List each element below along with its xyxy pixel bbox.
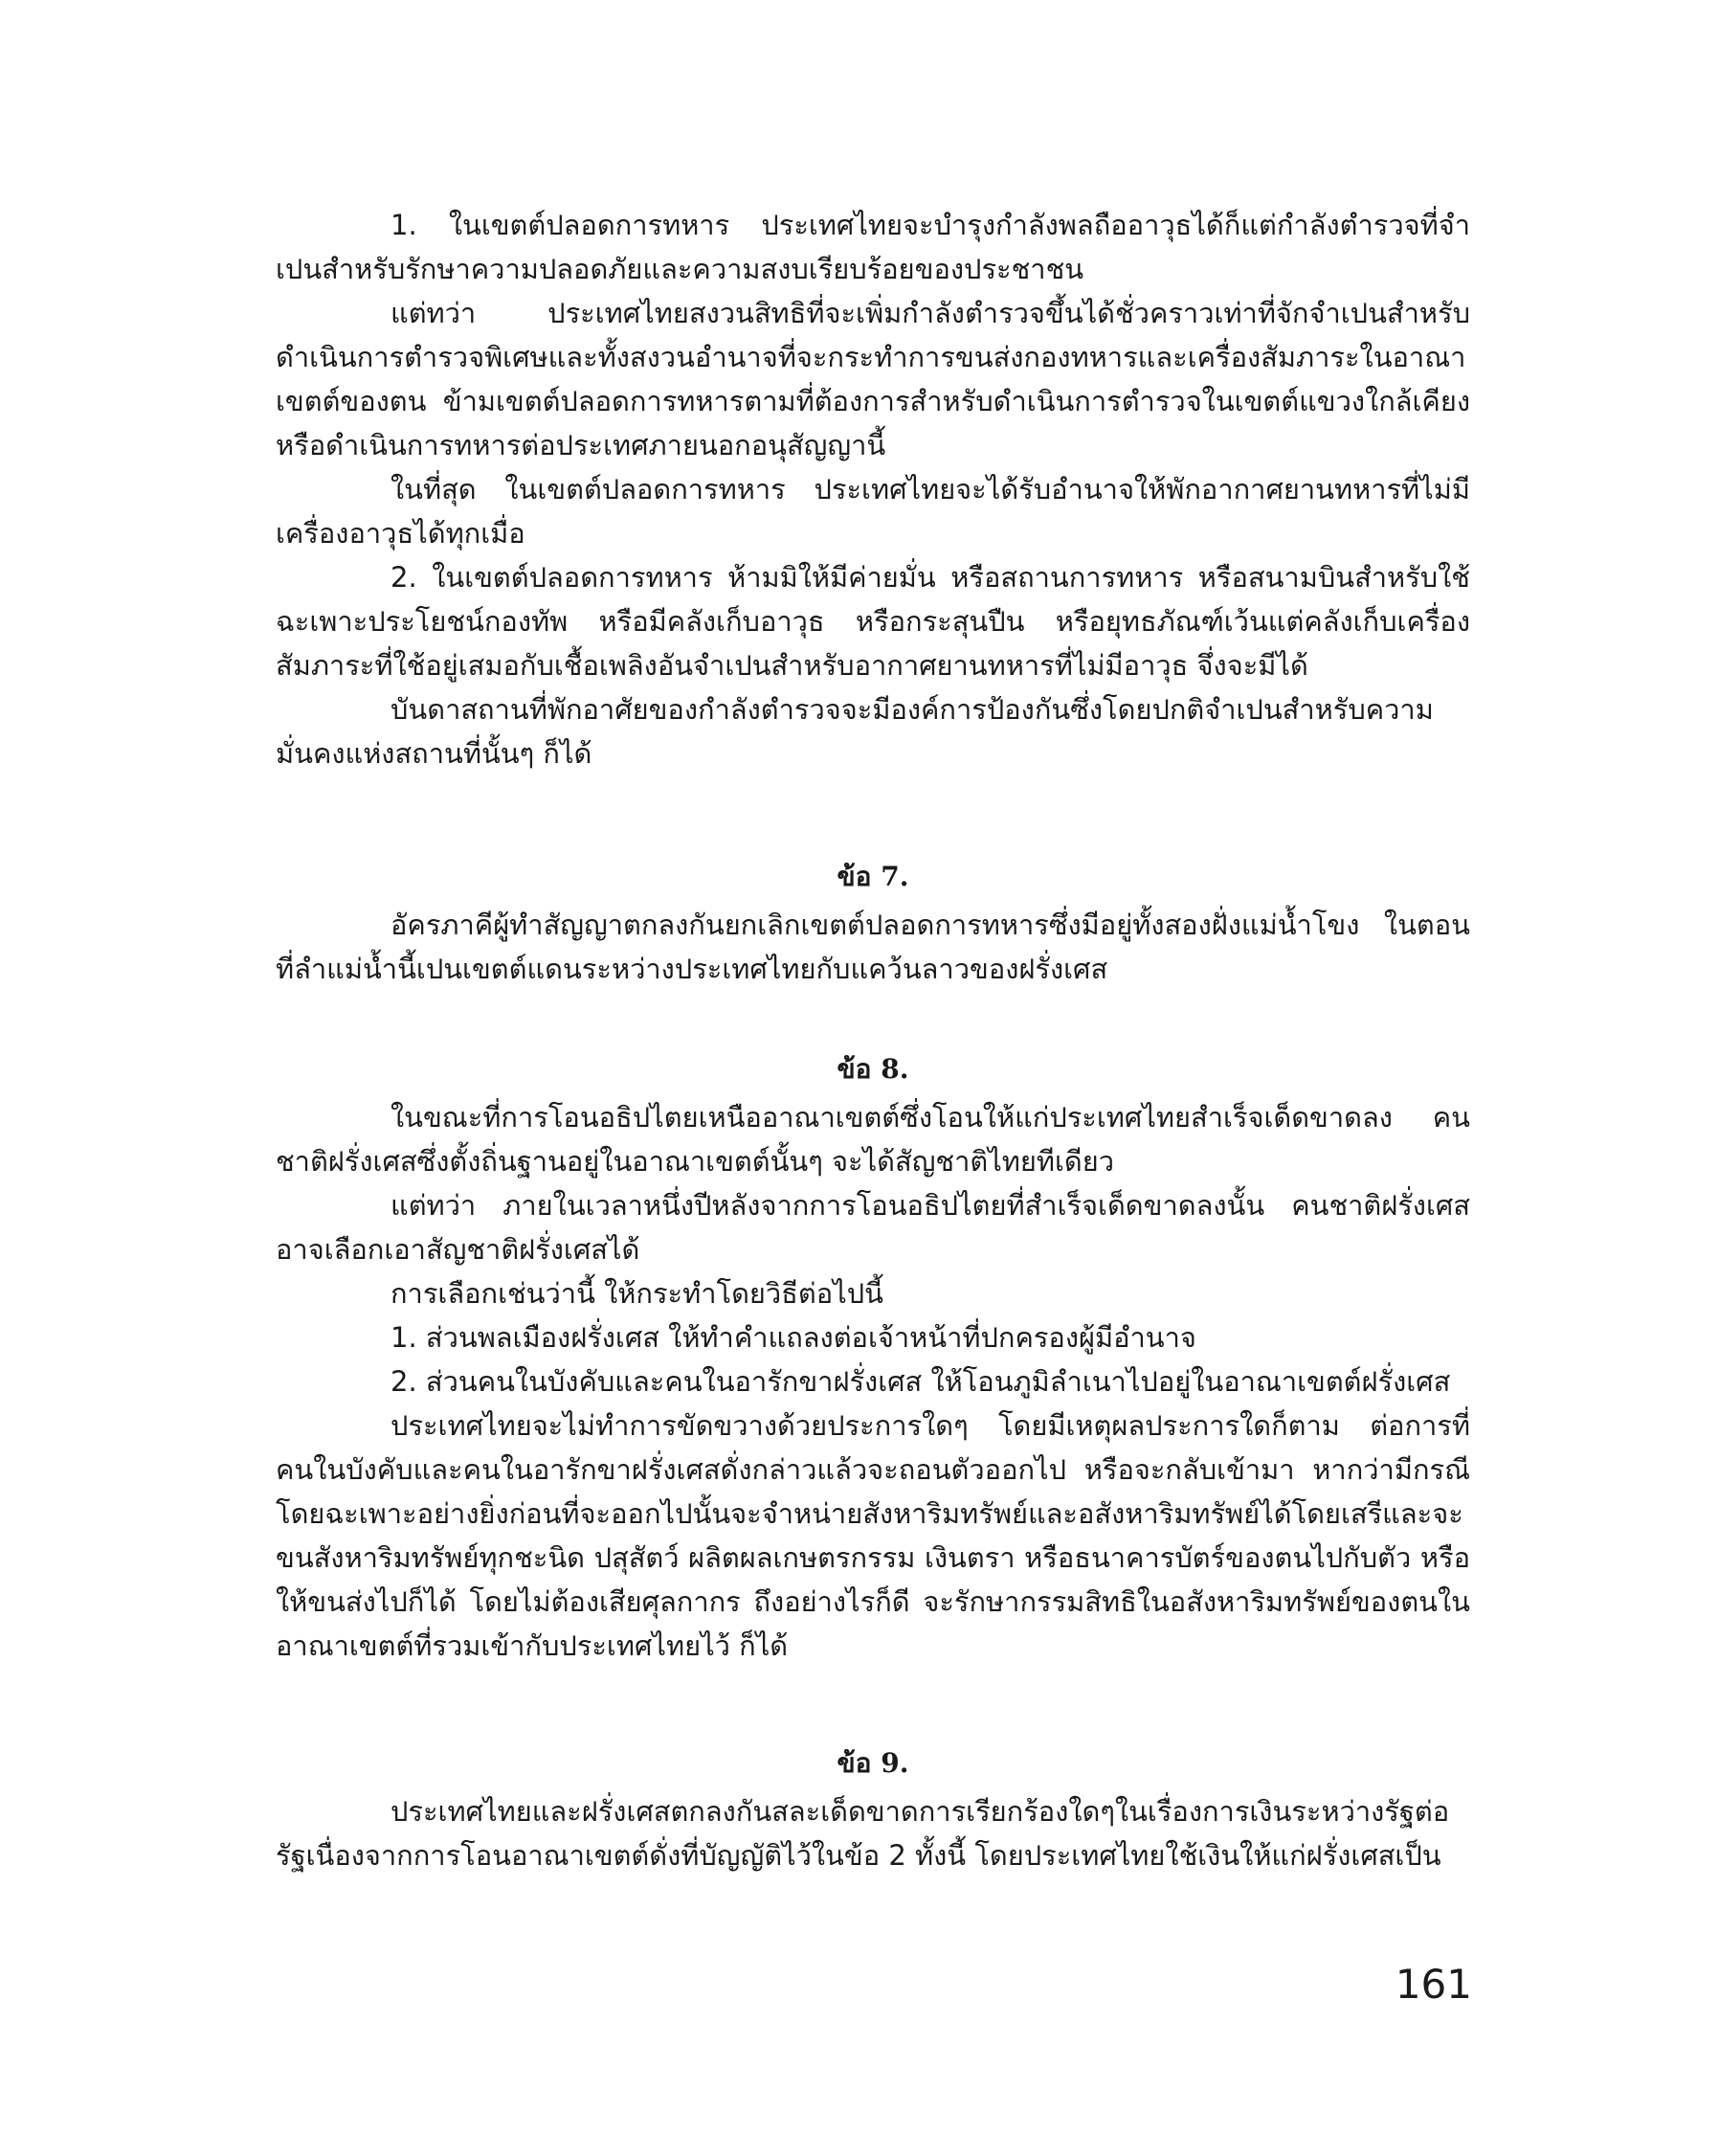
paragraph: 2. ส่วนคนในบังคับและคนในอารักขาฝรั่งเศส ให้โอนภูมิลำเนาไปอยู่ในอาณาเขตต์ฝรั่งเศส (391, 1365, 1451, 1398)
section-8-body (276, 1095, 1470, 1668)
section-9-heading: ข้อ 9. (837, 1747, 909, 1779)
paragraph: 1. ส่วนพลเมืองฝรั่งเศส ให้ทำคำแถลงต่อเจ้าหน้าที่ปกครองผู้มีอำนาจ (391, 1321, 1196, 1354)
paragraph: ในที่สุด ในเขตต์ปลอดการทหาร ประเทศไทยจะได้รับอำนาจให้พักอากาศยานทหารที่ไม่มีเครื่องอาวุธได้ทุกเมื่อ (276, 473, 1470, 550)
paragraph: ประเทศไทยและฝรั่งเศสตกลงกันสละเด็ดขาดการเรียกร้องใดๆในเรื่องการเงินระหว่างรัฐต่อรัฐเนื่องจากการโอนอาณาเขตต์ดั่งที่บัญญัติไว้ในข้อ 2 ทั้งนี้ โดยประเทศไทยใช้เงินให้แก่ฝรั่งเศสเป็น (276, 1795, 1450, 1872)
page-number: 161 (1395, 1961, 1472, 2008)
section-8-heading: ข้อ 8. (837, 1053, 909, 1085)
paragraph: 1. ในเขตต์ปลอดการทหาร ประเทศไทยจะบำรุงกำลังพลถืออาวุธได้ก็แต่กำลังตำรวจที่จำเปนสำหรับรักษาความปลอดภัยและความสงบเรียบร้อยของประชาชน (276, 209, 1470, 285)
paragraph: การเลือกเช่นว่านี้ ให้กระทำโดยวิธีต่อไปนี้ (391, 1277, 883, 1310)
paragraph: แต่ทว่า ภายในเวลาหนึ่งปีหลังจากการโอนอธิปไตยที่สำเร็จเด็ดขาดลงนั้น คนชาติฝรั่งเศสอาจเลือกเอาสัญชาติฝรั่งเศสได้ (276, 1189, 1470, 1266)
section-7-body (276, 903, 1470, 991)
paragraph: 2. ในเขตต์ปลอดการทหาร ห้ามมิให้มีค่ายมั่น หรือสถานการทหาร หรือสนามบินสำหรับใช้ฉะเพาะประโยชน์กองทัพ หรือมีคลังเก็บอาวุธ หรือกระสุนปืน หรือยุทธภัณฑ์เว้นแต่คลังเก็บเครื่องสัมภาระที่ใช้อยู่เสมอกับเชื้อเพลิงอันจำเปนสำหรับอากาศยานทหารที่ไม่มีอาวุธ จึ่งจะมีได้ (276, 561, 1470, 682)
paragraph: ในขณะที่การโอนอธิปไตยเหนืออาณาเขตต์ซึ่งโอนให้แก่ประเทศไทยสำเร็จเด็ดขาดลง คนชาติฝรั่งเศสซึ่งตั้งถิ่นฐานอยู่ในอาณาเขตต์นั้นๆ จะได้สัญชาติไทยทีเดียว (276, 1101, 1470, 1178)
paragraph: แต่ทว่า ประเทศไทยสงวนสิทธิที่จะเพิ่มกำลังตำรวจขึ้นได้ชั่วคราวเท่าที่จักจำเปนสำหรับดำเนินการตำรวจพิเศษและทั้งสงวนอำนาจที่จะกระทำการขนส่งกองทหารและเครื่องสัมภาระในอาณาเขตต์ของตน ข้ามเขตต์ปลอดการทหารตามที่ต้องการสำหรับดำเนินการตำรวจในเขตต์แขวงใกล้เคียงหรือดำเนินการทหารต่อประเทศภายนอกอนุสัญญานี้ (276, 297, 1470, 461)
paragraph: บันดาสถานที่พักอาศัยของกำลังตำรวจจะมีองค์การป้องกันซึ่งโดยปกติจำเปนสำหรับความมั่นคงแห่งสถานที่นั้นๆ ก็ได้ (276, 693, 1434, 770)
article-6-continuation (276, 203, 1470, 775)
section-7-heading: ข้อ 7. (837, 861, 909, 892)
paragraph: ประเทศไทยจะไม่ทำการขัดขวางด้วยประการใดๆ โดยมีเหตุผลประการใดก็ตาม ต่อการที่คนในบังคับและคนในอารักขาฝรั่งเศสดั่งกล่าวแล้วจะถอนตัวออกไป หรือจะกลับเข้ามา หากว่ามีกรณีโดยฉะเพาะอย่างยิ่งก่อนที่จะออกไปนั้นจะจำหน่ายสังหาริมทรัพย์และอสังหาริมทรัพย์ได้โดยเสรีและจะขนสังหาริมทรัพย์ทุกชะนิด ปสุสัตว์ ผลิตผลเกษตรกรรม เงินตรา หรือธนาคารบัตร์ของตนไปกับตัว หรือให้ขนส่งไปก็ได้ โดยไม่ต้องเสียศุลกากร ถึงอย่างไรก็ดี จะรักษากรรมสิทธิในอสังหาริมทรัพย์ของตนในอาณาเขตต์ที่รวมเข้ากับประเทศไทยไว้ ก็ได้ (276, 1409, 1470, 1662)
paragraph: อัครภาคีผู้ทำสัญญาตกลงกันยกเลิกเขตต์ปลอดการทหารซึ่งมีอยู่ทั้งสองฝั่งแม่น้ำโขง ในตอนที่ลำแม่น้ำนี้เปนเขตต์แดนระหว่างประเทศไทยกับแคว้นลาวของฝรั่งเศส (276, 909, 1470, 985)
section-9-body (276, 1789, 1470, 1877)
